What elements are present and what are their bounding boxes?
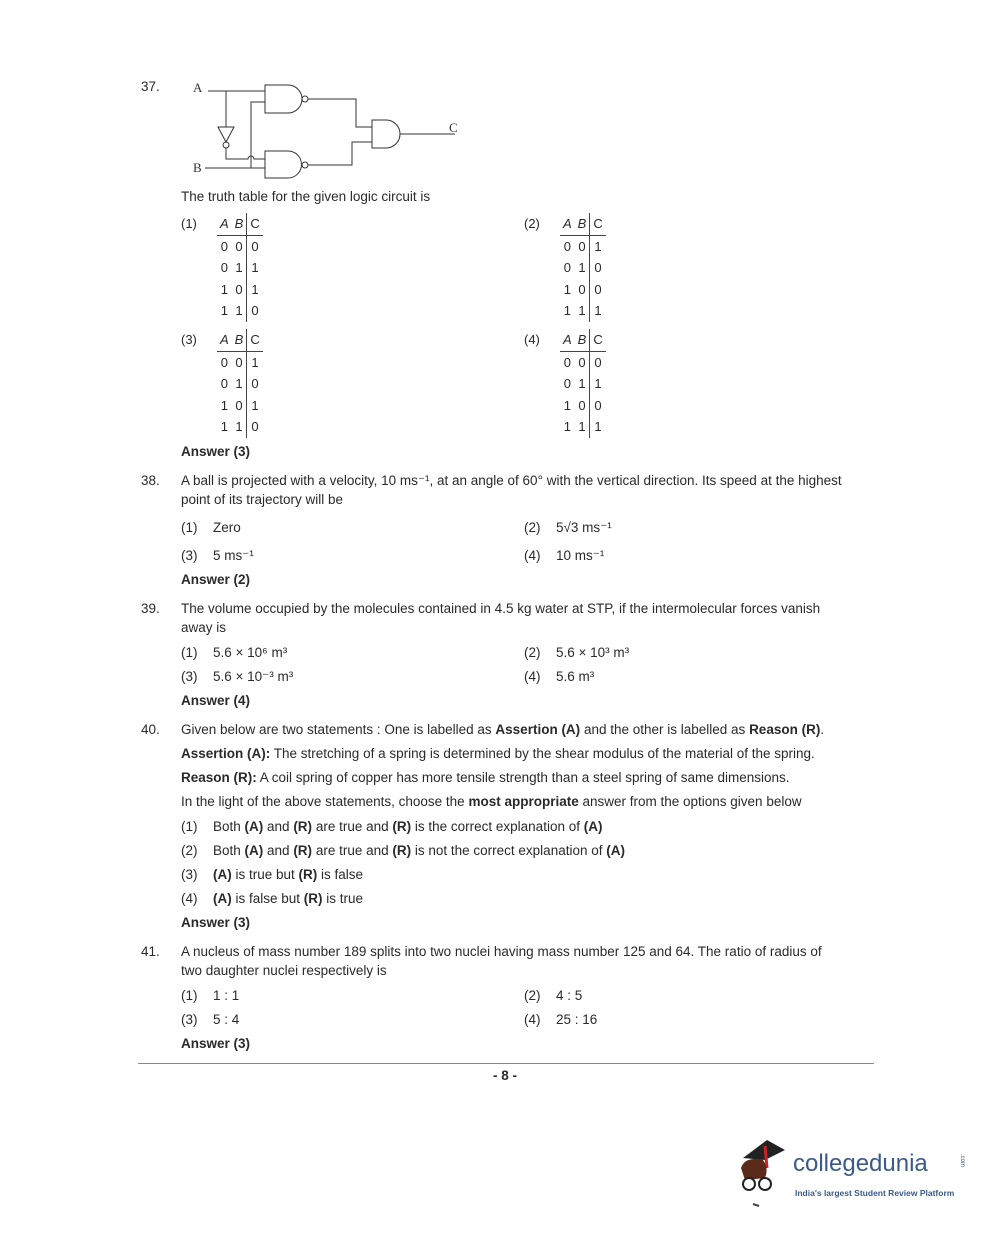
option-text: (A) (213, 867, 232, 882)
option-text: (A) (213, 891, 232, 906)
question-text: A ball is projected with a velocity, 10 ms⁻¹, at an angle of 60° with the vertical direction. Its speed at the highest (181, 473, 842, 488)
text: In the light of the above statements, choose the (181, 794, 469, 809)
table-cell: 0 (578, 281, 586, 297)
table-row (560, 279, 606, 301)
reason-statement (181, 769, 790, 787)
option-number: (4) (524, 332, 540, 347)
brand-tagline: India's largest Student Review Platform (795, 1188, 955, 1198)
option-text: are true and (312, 819, 393, 834)
option-3[interactable] (181, 1011, 239, 1029)
question-text: The truth table for the given logic circuit is (181, 189, 431, 204)
nand-gate-2 (265, 151, 302, 178)
page-number: - 8 - (493, 1068, 518, 1083)
table-row (217, 351, 263, 373)
table-cell: 0 (590, 351, 606, 373)
answer: Answer (4) (181, 693, 251, 708)
option-text: Zero (213, 520, 241, 535)
text: The stretching of a spring is determined by the shear modulus of the material of the spring. (270, 746, 815, 761)
truth-table-option-2[interactable] (524, 213, 606, 322)
option-text: 5 ms⁻¹ (213, 548, 254, 563)
option-text: and (263, 843, 294, 858)
option-4[interactable] (524, 668, 594, 686)
column-header: C (247, 329, 263, 351)
truth-table-option-1[interactable] (181, 213, 263, 322)
text: most appropriate (468, 794, 579, 809)
option-number: (2) (181, 843, 198, 858)
table-cell: 1 (590, 300, 606, 322)
column-header: A (560, 213, 575, 235)
column-header: A (217, 213, 232, 235)
output-c-label: C (449, 120, 458, 135)
question-number: 39. (141, 601, 160, 616)
table-cell: 1 (590, 416, 606, 438)
text: Assertion (A): (181, 746, 271, 761)
option-text: (A) (244, 819, 264, 834)
table-cell: 1 (235, 376, 243, 391)
table-cell: 1 (220, 397, 228, 413)
option-text: Both (213, 819, 245, 834)
option-text: 5√3 ms⁻¹ (556, 520, 612, 535)
option-2[interactable] (524, 987, 582, 1005)
table-row (217, 257, 263, 279)
question-text: two daughter nuclei respectively is (181, 963, 387, 978)
option-text: 4 : 5 (556, 988, 583, 1003)
option-number: (1) (181, 819, 198, 834)
option-number: (1) (181, 988, 198, 1003)
table-cell: 1 (235, 303, 243, 318)
table-cell: 0 (220, 376, 228, 391)
question-number: 41. (141, 944, 160, 959)
table-row (217, 416, 263, 438)
column-header: C (590, 329, 606, 351)
table-row (560, 351, 606, 373)
question-number: 40. (141, 722, 160, 737)
table-cell: 0 (247, 300, 263, 322)
text: Reason (R): (181, 770, 257, 785)
option-text: 5.6 × 10³ m³ (556, 645, 630, 660)
option-text: is false (317, 867, 364, 882)
table-cell: 0 (578, 238, 586, 254)
question-text: away is (181, 620, 227, 635)
answer: Answer (2) (181, 572, 251, 587)
table-cell: 1 (247, 257, 263, 279)
option-text: are true and (312, 843, 393, 858)
option-text: is false but (231, 891, 304, 906)
table-row (560, 395, 606, 417)
truth-table (560, 329, 606, 438)
option-text: 5.6 × 10⁶ m³ (213, 645, 288, 660)
table-cell: 1 (578, 376, 586, 391)
input-b-label: B (193, 160, 202, 175)
option-number: (1) (181, 520, 198, 535)
option-2[interactable] (524, 644, 629, 662)
table-cell: 0 (235, 281, 243, 297)
option-number: (2) (524, 520, 541, 535)
option-text: 5.6 × 10⁻³ m³ (213, 669, 294, 684)
table-cell: 0 (563, 238, 571, 254)
table-row (217, 279, 263, 301)
text: Reason (R) (749, 722, 821, 737)
column-header: C (590, 213, 606, 235)
table-cell: 1 (247, 279, 263, 301)
column-header: B (232, 213, 247, 235)
text: A coil spring of copper has more tensile strength than a steel spring of same dimensions. (256, 770, 790, 785)
option-number: (1) (181, 216, 197, 231)
table-cell: 0 (247, 235, 263, 257)
nand-gate-1 (265, 85, 302, 113)
table-cell: 0 (247, 373, 263, 395)
not-gate (218, 127, 234, 142)
assertion-statement (181, 745, 815, 763)
option-1[interactable] (181, 644, 287, 662)
option-3[interactable] (181, 866, 363, 884)
table-cell: 1 (578, 419, 586, 434)
text: Assertion (A) (495, 722, 581, 737)
question-text: point of its trajectory will be (181, 492, 344, 507)
text: answer from the options given below (578, 794, 802, 809)
option-text: and (263, 819, 294, 834)
table-cell: 0 (247, 416, 263, 438)
option-number: (4) (181, 891, 198, 906)
truth-table (560, 213, 606, 322)
truth-table-option-4[interactable] (524, 329, 606, 438)
option-text: (A) (583, 819, 603, 834)
column-header: A (217, 329, 232, 351)
option-text: (R) (293, 819, 313, 834)
table-cell: 1 (578, 303, 586, 318)
table-cell: 1 (220, 281, 228, 297)
table-cell: 1 (563, 419, 571, 434)
option-4[interactable] (524, 547, 604, 565)
truth-table (217, 329, 263, 438)
option-3[interactable] (181, 668, 293, 686)
table-cell: 0 (220, 354, 228, 370)
option-text: is true but (231, 867, 299, 882)
instruction-text (181, 793, 802, 811)
table-cell: 1 (247, 351, 263, 373)
table-cell: 1 (590, 235, 606, 257)
option-text: 5 : 4 (213, 1012, 240, 1027)
question-text (181, 721, 824, 739)
option-number: (4) (524, 669, 541, 684)
table-row (560, 416, 606, 438)
table-cell: 1 (590, 373, 606, 395)
option-number: (2) (524, 216, 540, 231)
brand-name: collegedunia (793, 1150, 928, 1177)
column-header: B (232, 329, 247, 351)
table-cell: 0 (590, 257, 606, 279)
option-text: (A) (606, 843, 625, 858)
option-number: (3) (181, 332, 197, 347)
table-cell: 1 (563, 281, 571, 297)
table-row (560, 257, 606, 279)
option-text: is the correct explanation of (411, 819, 584, 834)
text: and the other is labelled as (580, 722, 750, 737)
option-number: (2) (524, 645, 541, 660)
option-number: (1) (181, 645, 198, 660)
option-number: (3) (181, 548, 198, 563)
text: Given below are two statements : One is labelled as (181, 722, 496, 737)
table-cell: 0 (578, 354, 586, 370)
option-text: (A) (244, 843, 264, 858)
option-text: (R) (298, 867, 318, 882)
truth-table (217, 213, 263, 322)
option-number: (3) (181, 867, 198, 882)
table-cell: 1 (563, 397, 571, 413)
option-text: is not the correct explanation of (411, 843, 607, 858)
answer: Answer (3) (181, 1036, 251, 1051)
option-text: 25 : 16 (556, 1012, 598, 1027)
column-header: C (247, 213, 263, 235)
option-number: (2) (524, 988, 541, 1003)
option-number: (4) (524, 548, 541, 563)
table-cell: 1 (220, 419, 228, 434)
table-row (217, 395, 263, 417)
and-gate (372, 120, 400, 148)
option-number: (3) (181, 669, 198, 684)
table-cell: 1 (578, 260, 586, 275)
table-cell: 0 (563, 376, 571, 391)
column-header: B (575, 329, 590, 351)
table-cell: 1 (235, 419, 243, 434)
question-text: A nucleus of mass number 189 splits into two nuclei having mass number 125 and 64. The ratio of radius of (181, 944, 822, 959)
table-cell: 1 (247, 395, 263, 417)
footer-divider (138, 1063, 874, 1064)
question-number: 38. (141, 473, 160, 488)
option-number: (4) (524, 1012, 541, 1027)
table-cell: 0 (235, 238, 243, 254)
table-cell: 0 (578, 397, 586, 413)
table-cell: 1 (235, 260, 243, 275)
table-cell: 0 (235, 397, 243, 413)
option-text: 1 : 1 (213, 988, 240, 1003)
table-cell: 0 (563, 260, 571, 275)
option-2[interactable] (181, 842, 625, 860)
input-a-label: A (193, 80, 203, 95)
answer: Answer (3) (181, 444, 251, 459)
option-3[interactable] (181, 547, 254, 565)
option-text: (R) (303, 891, 323, 906)
answer: Answer (3) (181, 915, 251, 930)
option-4[interactable] (524, 1011, 597, 1029)
option-text: (R) (293, 843, 313, 858)
column-header: A (560, 329, 575, 351)
question-number: 37. (141, 79, 160, 94)
option-4[interactable] (181, 890, 363, 908)
table-cell: 0 (235, 354, 243, 370)
table-row (217, 373, 263, 395)
option-text: 10 ms⁻¹ (556, 548, 605, 563)
brand-com: .com (959, 1154, 965, 1168)
table-cell: 0 (590, 279, 606, 301)
logic-circuit-diagram (185, 74, 465, 184)
table-cell: 0 (590, 395, 606, 417)
table-cell: 1 (563, 303, 571, 318)
option-1[interactable] (181, 519, 241, 537)
column-header: B (575, 213, 590, 235)
table-cell: 1 (220, 303, 228, 318)
table-row (560, 235, 606, 257)
option-text: Both (213, 843, 245, 858)
option-text: (R) (392, 819, 412, 834)
truth-table-option-3[interactable] (181, 329, 263, 438)
table-row (560, 300, 606, 322)
option-text: is true (322, 891, 364, 906)
table-cell: 0 (563, 354, 571, 370)
table-cell: 0 (220, 238, 228, 254)
option-text: (R) (392, 843, 412, 858)
table-row (217, 300, 263, 322)
option-1[interactable] (181, 987, 239, 1005)
option-1[interactable] (181, 818, 602, 836)
table-row (560, 373, 606, 395)
text: . (820, 722, 825, 737)
collegedunia-logo (735, 1138, 975, 1208)
question-text: The volume occupied by the molecules contained in 4.5 kg water at STP, if the intermolecular forces vanish (181, 601, 821, 616)
table-cell: 0 (220, 260, 228, 275)
option-2[interactable] (524, 519, 612, 537)
option-text: 5.6 m³ (556, 669, 595, 684)
mascot-icon (735, 1138, 791, 1208)
option-number: (3) (181, 1012, 198, 1027)
table-row (217, 235, 263, 257)
